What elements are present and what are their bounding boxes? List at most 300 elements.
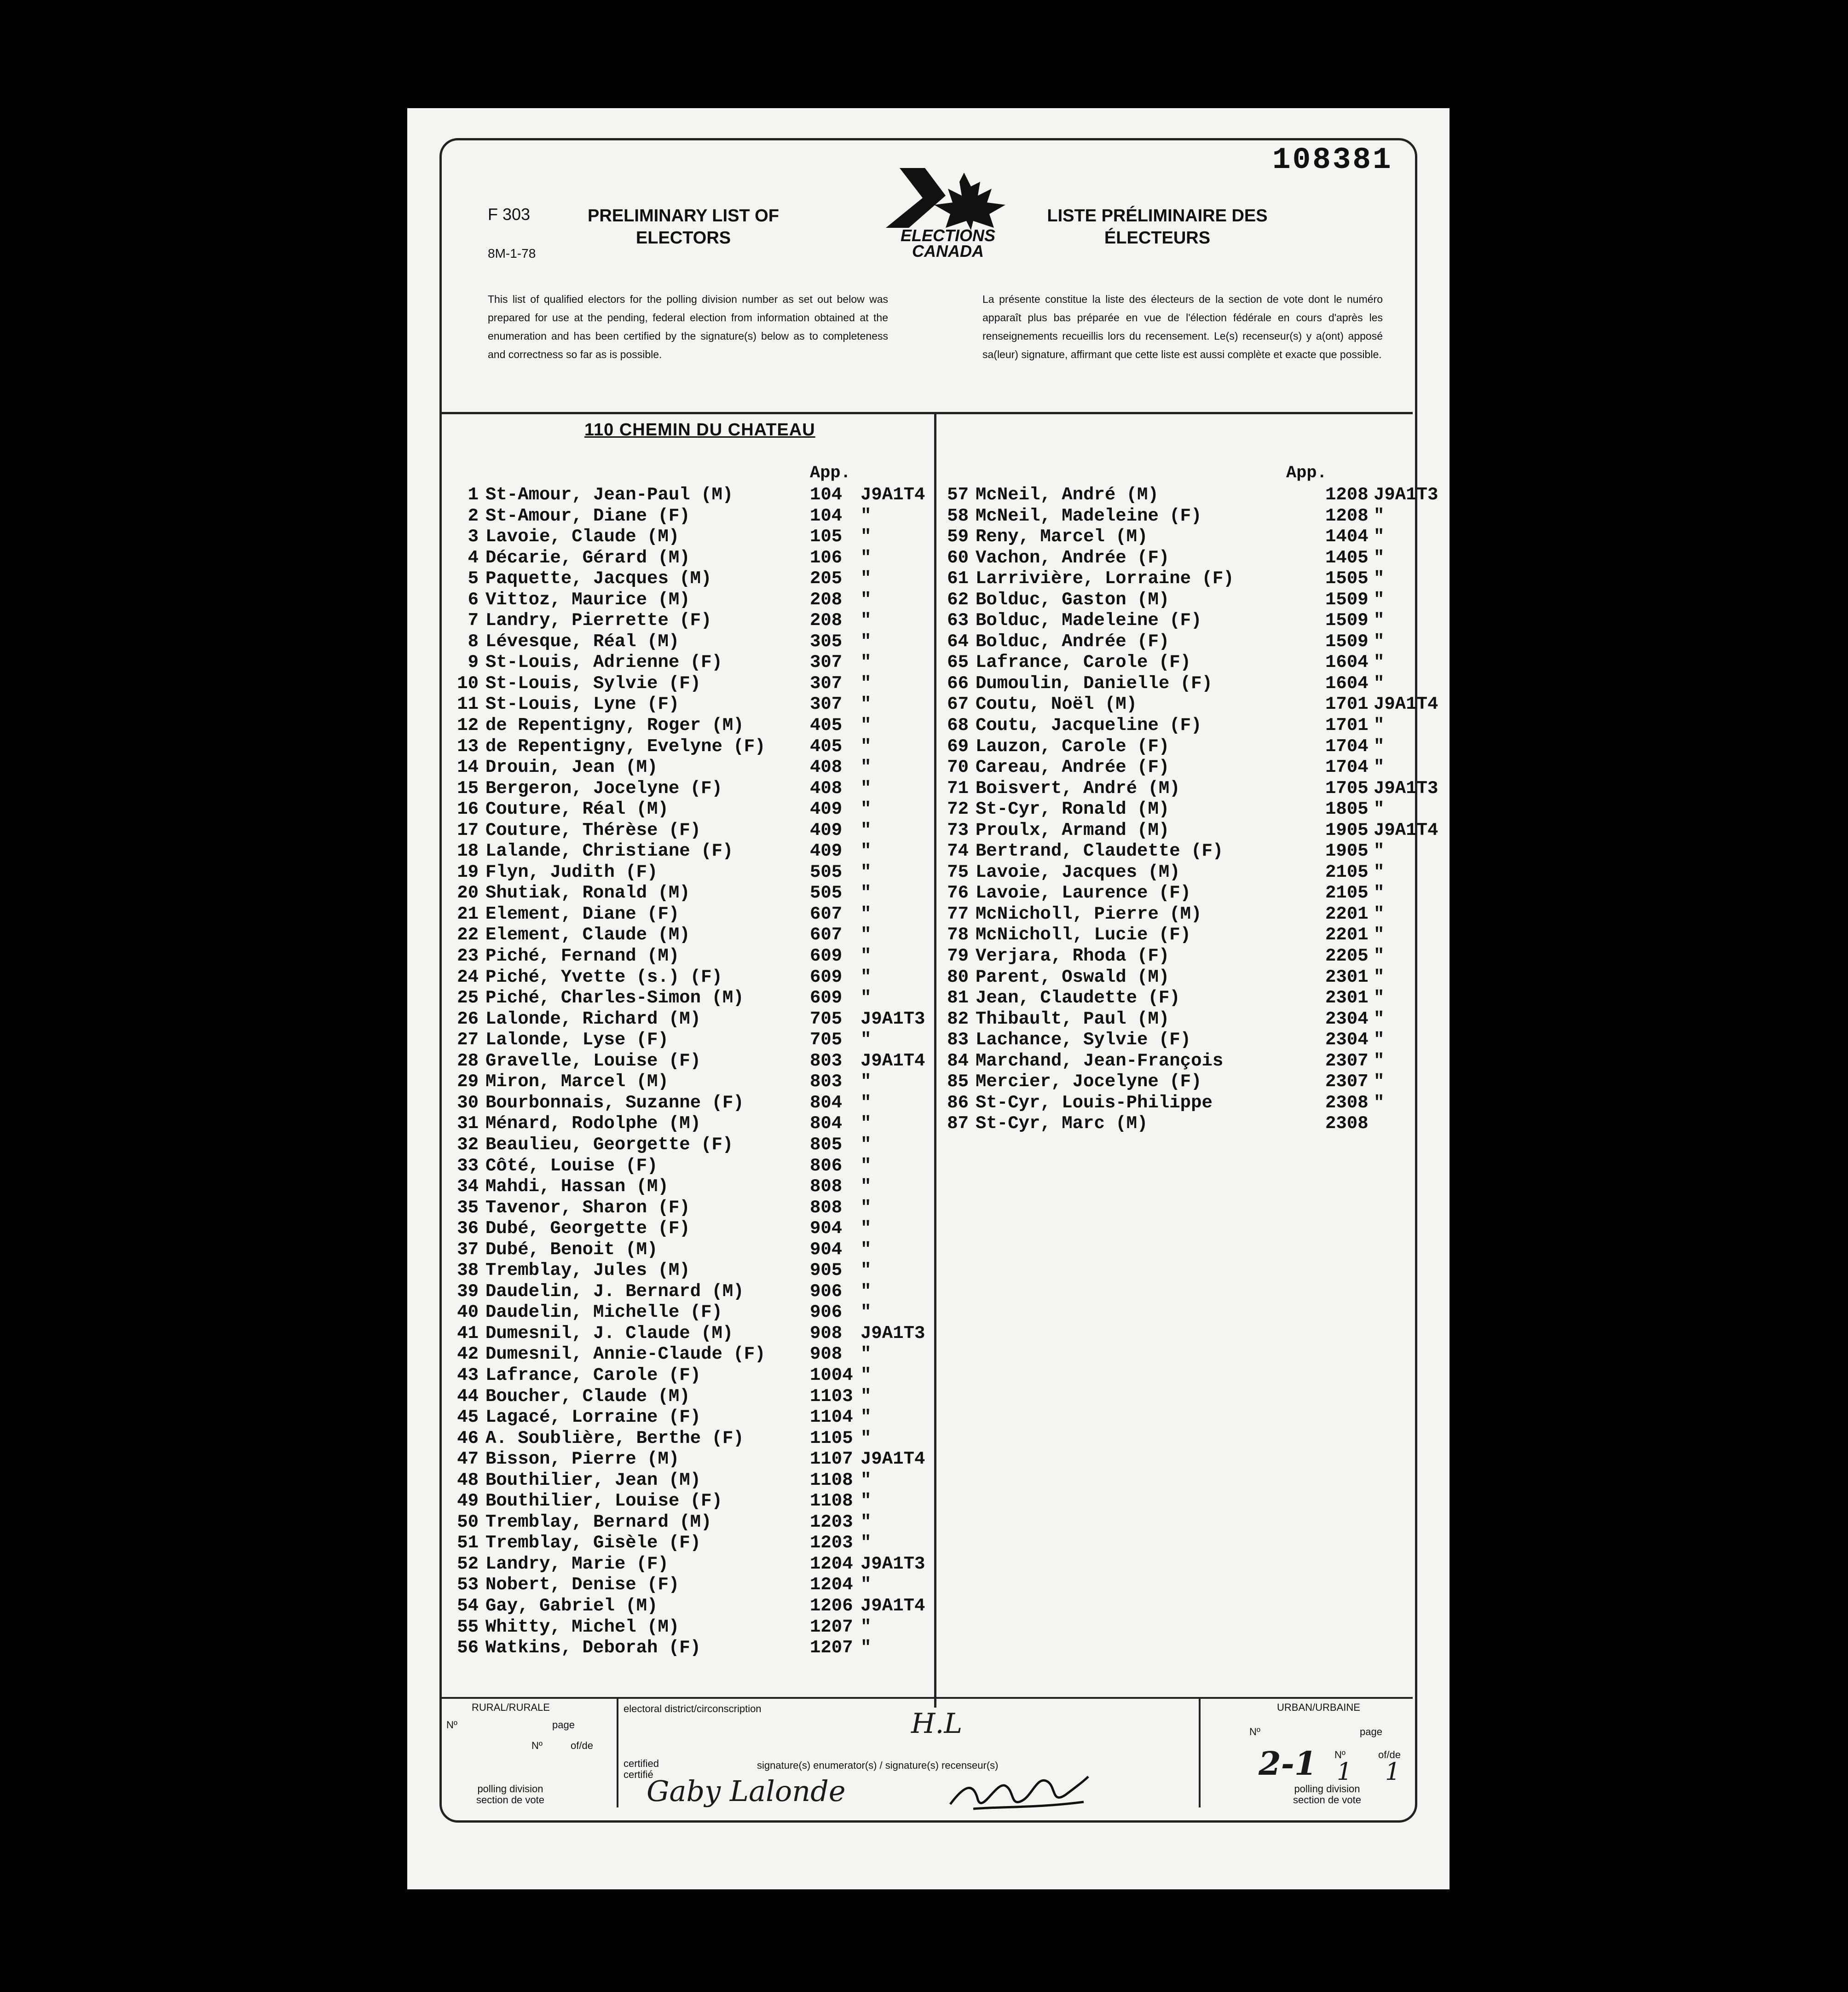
elector-row	[939, 1071, 1440, 1093]
elector-name: Piché, Yvette (s.) (F)	[485, 967, 722, 987]
elector-postal-code: "	[860, 1638, 872, 1658]
elector-name: Bertrand, Claudette (F)	[976, 841, 1224, 862]
urban-polling-label-en: polling division	[1294, 1783, 1360, 1795]
elector-name: Tavenor, Sharon (F)	[485, 1197, 690, 1218]
elector-number: 73	[947, 820, 969, 840]
rural-polling-label-en: polling division	[477, 1783, 543, 1795]
elector-postal-code: "	[1374, 736, 1385, 757]
elector-postal-code: J9A1T3	[860, 1553, 925, 1574]
elector-postal-code: "	[1374, 527, 1385, 547]
elector-apartment: 908	[810, 1323, 843, 1343]
elector-postal-code: J9A1T4	[1374, 820, 1438, 840]
elector-postal-code: "	[1374, 883, 1385, 903]
elector-postal-code: J9A1T3	[1374, 778, 1438, 799]
elector-row	[939, 590, 1440, 611]
elector-postal-code: "	[1374, 610, 1385, 631]
elector-row	[446, 652, 934, 673]
elector-name: Landry, Pierrette (F)	[485, 610, 712, 631]
elector-postal-code: "	[1374, 946, 1385, 967]
elector-name: St-Louis, Lyne (F)	[485, 694, 680, 715]
elector-postal-code: "	[1374, 589, 1385, 610]
elector-number: 31	[457, 1113, 479, 1134]
elector-postal-code: "	[860, 1155, 872, 1176]
elector-apartment: 405	[810, 736, 843, 757]
enumerator-signature-1: Gaby Lalonde	[647, 1774, 846, 1808]
elector-name: Bolduc, Madeleine (F)	[976, 610, 1202, 631]
elector-number: 71	[947, 778, 969, 799]
urban-polling-label-fr: section de vote	[1293, 1794, 1361, 1806]
elector-row	[939, 778, 1440, 799]
elector-number: 38	[457, 1260, 479, 1281]
elector-apartment: 307	[810, 652, 843, 673]
elector-name: A. Soublière, Berthe (F)	[485, 1428, 744, 1448]
title-french	[1042, 205, 1272, 249]
elector-postal-code: "	[860, 1386, 872, 1407]
elector-postal-code: "	[860, 1218, 872, 1239]
elector-number: 5	[468, 568, 479, 589]
elector-postal-code: "	[860, 988, 872, 1008]
elector-name: Lagacé, Lorraine (F)	[485, 1407, 701, 1428]
rural-no2-label: Nº	[531, 1740, 543, 1751]
elector-number: 80	[947, 967, 969, 987]
elector-name: Marchand, Jean-François	[976, 1050, 1224, 1071]
elector-postal-code: "	[1374, 1008, 1385, 1029]
elector-row	[939, 841, 1440, 862]
elector-apartment: 1108	[810, 1491, 853, 1511]
elector-row	[939, 883, 1440, 904]
elector-number: 15	[457, 778, 479, 799]
elector-postal-code: "	[860, 757, 872, 778]
elector-number: 65	[947, 652, 969, 673]
elector-apartment: 2201	[1325, 903, 1369, 924]
elector-number: 11	[457, 694, 479, 715]
elector-row	[939, 862, 1440, 883]
elector-apartment: 1004	[810, 1365, 853, 1385]
elector-number: 40	[457, 1302, 479, 1323]
elector-apartment: 803	[810, 1071, 843, 1092]
elector-postal-code: "	[860, 505, 872, 526]
elector-apartment: 105	[810, 527, 843, 547]
elector-row	[446, 1093, 934, 1114]
elector-name: Whitty, Michel (M)	[485, 1616, 680, 1637]
elector-number: 24	[457, 967, 479, 987]
elector-apartment: 1701	[1325, 715, 1369, 736]
elector-postal-code: "	[1374, 547, 1385, 568]
elector-apartment: 1203	[810, 1533, 853, 1553]
elector-name: Verjara, Rhoda (F)	[976, 946, 1170, 967]
elector-number: 1	[468, 485, 479, 505]
elector-row	[446, 1386, 934, 1407]
elector-apartment: 906	[810, 1281, 843, 1302]
elector-postal-code: "	[1374, 841, 1385, 862]
form-date: 8M-1-78	[488, 246, 536, 261]
elector-number: 50	[457, 1511, 479, 1532]
elector-apartment: 208	[810, 610, 843, 631]
elector-apartment: 2301	[1325, 967, 1369, 987]
elector-postal-code: "	[860, 1470, 872, 1490]
title-english-line-2: ELECTORS	[635, 228, 731, 248]
elector-apartment: 609	[810, 988, 843, 1008]
elector-row	[939, 1113, 1440, 1135]
elector-number: 25	[457, 988, 479, 1008]
elector-name: Miron, Marcel (M)	[485, 1071, 669, 1092]
elector-row	[446, 967, 934, 988]
elector-name: Dumesnil, Annie-Claude (F)	[485, 1344, 766, 1365]
elector-number: 37	[457, 1239, 479, 1260]
elector-name: Proulx, Armand (M)	[976, 820, 1170, 840]
maple-leaf-x-icon	[881, 163, 1015, 232]
rural-page-label: page	[552, 1719, 575, 1731]
elector-postal-code: "	[860, 1281, 872, 1302]
elector-apartment: 2201	[1325, 925, 1369, 945]
elector-row	[446, 1638, 934, 1659]
elector-apartment: 1405	[1325, 547, 1369, 568]
elector-postal-code: "	[1374, 967, 1385, 987]
elector-apartment: 1206	[810, 1595, 853, 1616]
elector-postal-code: "	[860, 883, 872, 903]
elector-name: Bouthilier, Louise (F)	[485, 1491, 722, 1511]
elector-postal-code: "	[860, 967, 872, 987]
elector-postal-code: "	[1374, 1030, 1385, 1050]
elector-number: 14	[457, 757, 479, 778]
elector-apartment: 2105	[1325, 883, 1369, 903]
elector-list-right	[939, 485, 1440, 1135]
elector-apartment: 2304	[1325, 1008, 1369, 1029]
urban-no-label: Nº	[1249, 1726, 1260, 1737]
elector-name: Paquette, Jacques (M)	[485, 568, 712, 589]
elector-row	[939, 1093, 1440, 1114]
elector-apartment: 607	[810, 925, 843, 945]
elector-apartment: 307	[810, 694, 843, 715]
signature-label: signature(s) enumerator(s) / signature(s) recenseur(s)	[757, 1760, 999, 1771]
elector-row	[446, 820, 934, 841]
elector-name: McNeil, Madeleine (F)	[976, 505, 1202, 526]
elector-number: 58	[947, 505, 969, 526]
elector-name: Piché, Charles-Simon (M)	[485, 988, 744, 1008]
elector-postal-code: "	[860, 1616, 872, 1637]
handwritten-district: H.L	[911, 1708, 963, 1740]
elector-row	[446, 862, 934, 883]
elector-row	[446, 527, 934, 548]
elector-row	[446, 485, 934, 506]
elector-postal-code: "	[860, 1176, 872, 1197]
logo-text-line-1: ELECTIONS	[900, 226, 995, 245]
elector-number: 45	[457, 1407, 479, 1428]
elector-name: Lavoie, Laurence (F)	[976, 883, 1191, 903]
elector-name: Dumesnil, J. Claude (M)	[485, 1323, 733, 1343]
elector-number: 61	[947, 568, 969, 589]
elector-name: McNicholl, Lucie (F)	[976, 925, 1191, 945]
elector-number: 84	[947, 1050, 969, 1071]
elector-name: Lalonde, Richard (M)	[485, 1008, 701, 1029]
elector-name: Piché, Fernand (M)	[485, 946, 680, 967]
elector-apartment: 904	[810, 1218, 843, 1239]
elector-row	[939, 652, 1440, 673]
elector-number: 4	[468, 547, 479, 568]
elector-number: 55	[457, 1616, 479, 1637]
elector-apartment: 2307	[1325, 1050, 1369, 1071]
elector-row	[939, 548, 1440, 569]
app-column-header-right: App.	[1286, 463, 1327, 483]
elector-row	[446, 736, 934, 758]
elector-postal-code: "	[1374, 631, 1385, 652]
elector-number: 20	[457, 883, 479, 903]
elector-row	[939, 988, 1440, 1009]
elector-number: 51	[457, 1533, 479, 1553]
elector-row	[446, 590, 934, 611]
elector-name: de Repentigny, Evelyne (F)	[485, 736, 766, 757]
elector-postal-code: "	[860, 694, 872, 715]
elector-apartment: 806	[810, 1155, 843, 1176]
elector-postal-code: "	[1374, 1050, 1385, 1071]
elector-apartment: 1208	[1325, 485, 1369, 505]
elector-apartment: 805	[810, 1134, 843, 1155]
elector-row	[446, 778, 934, 799]
elector-postal-code: "	[1374, 799, 1385, 820]
elector-apartment: 1208	[1325, 505, 1369, 526]
elector-apartment: 1107	[810, 1449, 853, 1470]
elector-postal-code: "	[1374, 988, 1385, 1008]
elector-apartment: 205	[810, 568, 843, 589]
elector-number: 6	[468, 589, 479, 610]
elector-name: Flyn, Judith (F)	[485, 862, 658, 882]
title-english	[582, 205, 785, 249]
certified-label-en: certified	[624, 1758, 659, 1769]
elector-apartment: 1705	[1325, 778, 1369, 799]
elector-postal-code: "	[860, 1365, 872, 1385]
elector-apartment: 705	[810, 1008, 843, 1029]
elector-number: 66	[947, 673, 969, 694]
elector-name: Beaulieu, Georgette (F)	[485, 1134, 733, 1155]
elector-number: 26	[457, 1008, 479, 1029]
intro-english: This list of qualified electors for the polling division number as set out below was prepared for use at the pending, federal election from information obtained at the enumeration and has been certified by the signature(s) below as to completeness and correctness so far as is possible.	[488, 293, 888, 360]
elector-postal-code: "	[860, 925, 872, 945]
elector-row	[939, 904, 1440, 925]
elector-number: 78	[947, 925, 969, 945]
elector-name: Mercier, Jocelyne (F)	[976, 1071, 1202, 1092]
elector-row	[446, 799, 934, 820]
elector-row	[939, 820, 1440, 841]
elector-apartment: 1509	[1325, 589, 1369, 610]
elector-row	[446, 610, 934, 631]
elector-name: Bolduc, Andrée (F)	[976, 631, 1170, 652]
elector-number: 3	[468, 527, 479, 547]
elector-name: St-Amour, Jean-Paul (M)	[485, 485, 733, 505]
certified-label-fr: certifié	[624, 1769, 653, 1780]
elector-number: 23	[457, 946, 479, 967]
elector-number: 2	[468, 505, 479, 526]
elector-row	[446, 904, 934, 925]
elector-number: 77	[947, 903, 969, 924]
elector-name: Lavoie, Jacques (M)	[976, 862, 1180, 882]
elector-number: 42	[457, 1344, 479, 1365]
elector-apartment: 1104	[810, 1407, 853, 1428]
elector-row	[446, 1302, 934, 1323]
elector-name: Parent, Oswald (M)	[976, 967, 1170, 987]
elector-number: 74	[947, 841, 969, 862]
elector-row	[446, 1344, 934, 1365]
elector-row	[446, 988, 934, 1009]
elector-postal-code: "	[1374, 1071, 1385, 1092]
elector-name: Tremblay, Bernard (M)	[485, 1511, 712, 1532]
rural-no-label: Nº	[446, 1719, 457, 1731]
elector-name: Nobert, Denise (F)	[485, 1575, 680, 1595]
elector-row	[446, 1617, 934, 1638]
elector-row	[939, 967, 1440, 988]
elector-postal-code: "	[860, 1239, 872, 1260]
elector-name: Dumoulin, Danielle (F)	[976, 673, 1213, 694]
document-page	[407, 108, 1450, 1889]
elector-number: 44	[457, 1386, 479, 1407]
street-heading: 110 CHEMIN DU CHATEAU	[584, 420, 815, 440]
elector-row	[939, 1030, 1440, 1051]
elector-name: St-Cyr, Marc (M)	[976, 1113, 1148, 1134]
elector-name: Watkins, Deborah (F)	[485, 1638, 701, 1658]
title-french-line-1: LISTE PRÉLIMINAIRE DES	[1047, 206, 1268, 226]
urban-division-number: 2-1	[1259, 1744, 1317, 1783]
serial-number: 108381	[1272, 143, 1393, 177]
elector-apartment: 904	[810, 1239, 843, 1260]
elector-name: Reny, Marcel (M)	[976, 527, 1148, 547]
elector-row	[939, 715, 1440, 736]
elector-number: 59	[947, 527, 969, 547]
elector-postal-code: "	[860, 1428, 872, 1448]
elector-apartment: 1701	[1325, 694, 1369, 715]
elector-apartment: 305	[810, 631, 843, 652]
elector-name: Boucher, Claude (M)	[485, 1386, 690, 1407]
elector-row	[446, 1135, 934, 1156]
elector-name: Lévesque, Réal (M)	[485, 631, 680, 652]
elector-apartment: 1905	[1325, 820, 1369, 840]
elector-row	[446, 1260, 934, 1281]
logo-text	[881, 228, 1015, 259]
elector-row	[446, 1596, 934, 1617]
elector-row	[939, 673, 1440, 695]
elector-row	[446, 1449, 934, 1470]
elector-apartment: 505	[810, 883, 843, 903]
elector-postal-code: "	[1374, 673, 1385, 694]
elector-number: 27	[457, 1030, 479, 1050]
elector-postal-code: "	[860, 631, 872, 652]
elector-apartment: 1905	[1325, 841, 1369, 862]
elector-row	[446, 1491, 934, 1512]
elector-apartment: 2205	[1325, 946, 1369, 967]
elector-apartment: 505	[810, 862, 843, 882]
elector-apartment: 409	[810, 841, 843, 862]
elector-apartment: 409	[810, 799, 843, 820]
elector-apartment: 409	[810, 820, 843, 840]
elector-apartment: 1204	[810, 1553, 853, 1574]
elector-postal-code: "	[860, 568, 872, 589]
elector-apartment: 609	[810, 967, 843, 987]
elector-number: 85	[947, 1071, 969, 1092]
elector-name: Drouin, Jean (M)	[485, 757, 658, 778]
elector-row	[446, 1071, 934, 1093]
elector-apartment: 906	[810, 1302, 843, 1323]
elector-number: 35	[457, 1197, 479, 1218]
elector-apartment: 1108	[810, 1470, 853, 1490]
elector-postal-code: "	[860, 946, 872, 967]
elector-row	[446, 506, 934, 527]
elector-row	[446, 1218, 934, 1239]
elector-row	[446, 946, 934, 967]
elector-postal-code: "	[860, 1092, 872, 1113]
elector-number: 43	[457, 1365, 479, 1385]
elector-row	[446, 841, 934, 862]
elector-number: 52	[457, 1553, 479, 1574]
elector-row	[939, 506, 1440, 527]
elector-number: 64	[947, 631, 969, 652]
elector-apartment: 2105	[1325, 862, 1369, 882]
elector-name: Daudelin, J. Bernard (M)	[485, 1281, 744, 1302]
elector-postal-code: "	[1374, 903, 1385, 924]
elector-name: Lafrance, Carole (F)	[976, 652, 1191, 673]
elector-postal-code: "	[860, 652, 872, 673]
elector-row	[939, 1009, 1440, 1030]
elector-apartment: 804	[810, 1092, 843, 1113]
elector-name: Couture, Thérèse (F)	[485, 820, 701, 840]
elector-postal-code: "	[1374, 925, 1385, 945]
elector-name: Tremblay, Jules (M)	[485, 1260, 690, 1281]
elector-postal-code: "	[860, 1030, 872, 1050]
elector-postal-code: "	[860, 1407, 872, 1428]
elector-name: de Repentigny, Roger (M)	[485, 715, 744, 736]
elector-name: St-Louis, Sylvie (F)	[485, 673, 701, 694]
elector-row	[939, 527, 1440, 548]
elector-row	[446, 757, 934, 778]
elector-postal-code: "	[860, 527, 872, 547]
elector-row	[446, 1554, 934, 1575]
elector-number: 17	[457, 820, 479, 840]
elector-postal-code: "	[860, 1260, 872, 1281]
elector-number: 9	[468, 652, 479, 673]
rural-polling-label-fr: section de vote	[476, 1794, 544, 1806]
elector-postal-code: "	[860, 1134, 872, 1155]
rural-of-label: of/de	[571, 1740, 593, 1751]
elector-apartment: 405	[810, 715, 843, 736]
elector-number: 18	[457, 841, 479, 862]
elector-number: 47	[457, 1449, 479, 1470]
app-column-header-left: App.	[810, 463, 851, 483]
elector-apartment: 1704	[1325, 736, 1369, 757]
elector-name: Lalande, Christiane (F)	[485, 841, 733, 862]
urban-polling-label	[1293, 1784, 1361, 1806]
elector-postal-code: "	[1374, 568, 1385, 589]
enumerator-signature-2	[946, 1767, 1093, 1818]
elector-number: 16	[457, 799, 479, 820]
elector-name: Element, Diane (F)	[485, 903, 680, 924]
elector-postal-code: "	[860, 1071, 872, 1092]
form-number: F 303	[488, 205, 531, 224]
elector-row	[446, 1533, 934, 1554]
elector-apartment: 908	[810, 1344, 843, 1365]
elector-name: Tremblay, Gisèle (F)	[485, 1533, 701, 1553]
elector-apartment: 905	[810, 1260, 843, 1281]
title-english-line-1: PRELIMINARY LIST OF	[588, 206, 779, 226]
intro-french: La présente constitue la liste des électeurs de la section de vote dont le numéro apparaît plus bas préparée en vue de l'élection fédérale en cours d'après les renseignements recueillis lors du recensement. Le(s) recenseur(s) y a(ont) apposé sa(leur) signature, affirmant que cette liste est aussi complète et exacte que possible.	[982, 293, 1383, 360]
column-divider	[934, 414, 936, 1708]
elector-postal-code: "	[860, 736, 872, 757]
elector-number: 60	[947, 547, 969, 568]
elector-number: 28	[457, 1050, 479, 1071]
title-french-line-2: ÉLECTEURS	[1104, 228, 1211, 248]
elector-apartment: 1704	[1325, 757, 1369, 778]
district-label: electoral district/circonscription	[624, 1703, 762, 1714]
elector-row	[446, 548, 934, 569]
elector-name: Lalonde, Lyse (F)	[485, 1030, 669, 1050]
elector-postal-code: "	[860, 673, 872, 694]
elector-name: Daudelin, Michelle (F)	[485, 1302, 722, 1323]
